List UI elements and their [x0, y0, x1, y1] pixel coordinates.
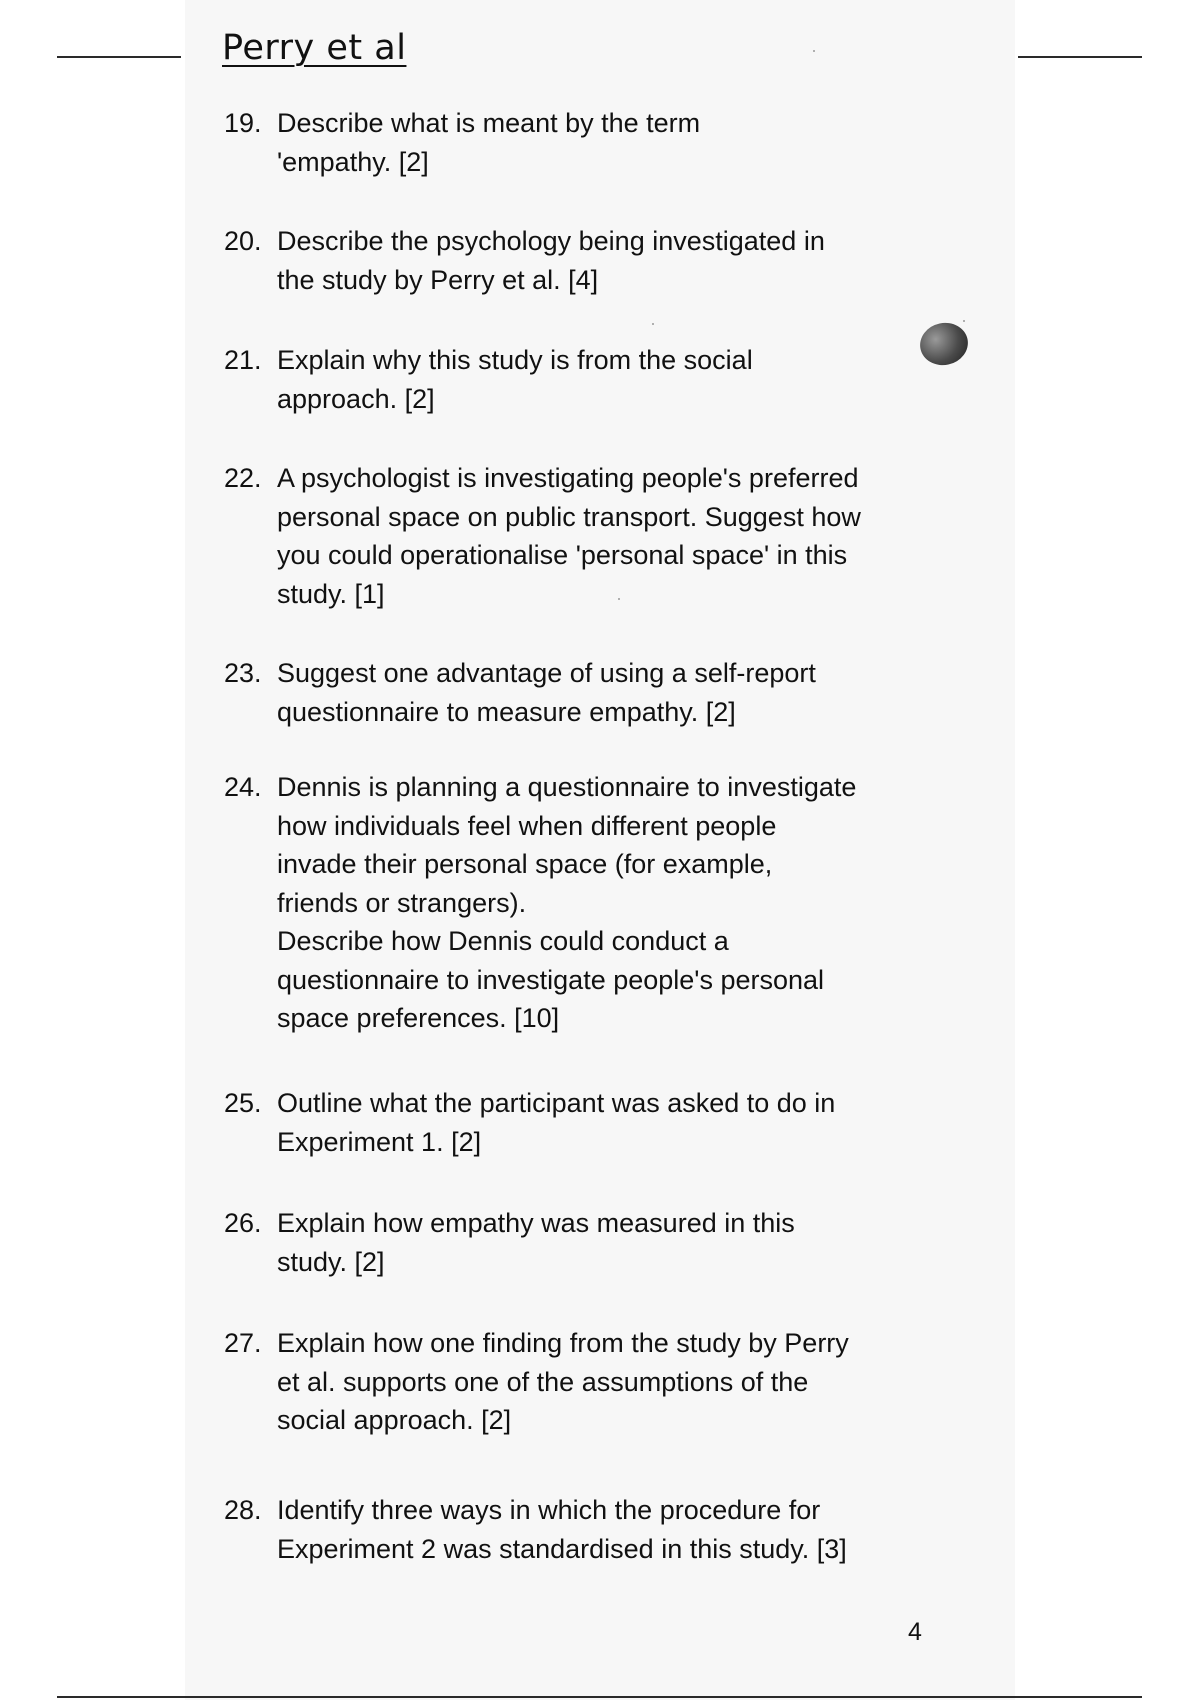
header-rule-right	[1018, 56, 1142, 58]
question-item	[224, 1084, 944, 1161]
header-rule-left	[57, 56, 181, 58]
question-number: 27.	[224, 1328, 262, 1358]
question-number: 21.	[224, 345, 262, 375]
question-number: 20.	[224, 226, 262, 256]
question-text: A psychologist is investigating people's preferred personal space on public transport. Suggest how you could operationalise 'personal space' in this study. [1]	[277, 463, 861, 609]
question-text: Describe what is meant by the term 'empathy. [2]	[277, 108, 701, 177]
question-text: Outline what the participant was asked to do in Experiment 1. [2]	[277, 1088, 836, 1157]
question-item	[224, 1324, 944, 1440]
question-item	[224, 222, 944, 299]
question-text: Dennis is planning a questionnaire to investigate how individuals feel when different people invade their personal space (for example, friends or strangers). Describe how Dennis could conduct a questionnaire to investigate people's personal space preferences. [10]	[277, 772, 857, 1033]
question-number: 22.	[224, 463, 262, 493]
question-item	[224, 768, 944, 1038]
question-text: Describe the psychology being investigated in the study by Perry et al. [4]	[277, 226, 825, 295]
question-text: Identify three ways in which the procedure for Experiment 2 was standardised in this study. [3]	[277, 1495, 847, 1564]
question-text: Explain how empathy was measured in this study. [2]	[277, 1208, 795, 1277]
question-item	[224, 1204, 944, 1281]
question-item	[224, 654, 944, 731]
question-item	[224, 341, 944, 418]
question-item	[224, 104, 944, 181]
question-item	[224, 1491, 944, 1568]
page-title: Perry et al	[222, 28, 407, 68]
scan-speck	[963, 320, 965, 322]
question-number: 19.	[224, 108, 262, 138]
scan-speck	[813, 50, 815, 52]
question-number: 24.	[224, 772, 262, 802]
question-number: 23.	[224, 658, 262, 688]
question-number: 28.	[224, 1495, 262, 1525]
footer-rule	[57, 1696, 1142, 1698]
page-number: 4	[908, 1618, 922, 1646]
question-text: Explain how one finding from the study by Perry et al. supports one of the assumptions of the social approach. [2]	[277, 1328, 849, 1435]
question-text: Explain why this study is from the social approach. [2]	[277, 345, 753, 414]
question-number: 26.	[224, 1208, 262, 1238]
scan-speck	[652, 323, 654, 325]
question-number: 25.	[224, 1088, 262, 1118]
question-text: Suggest one advantage of using a self-report questionnaire to measure empathy. [2]	[277, 658, 816, 727]
question-item	[224, 459, 944, 613]
